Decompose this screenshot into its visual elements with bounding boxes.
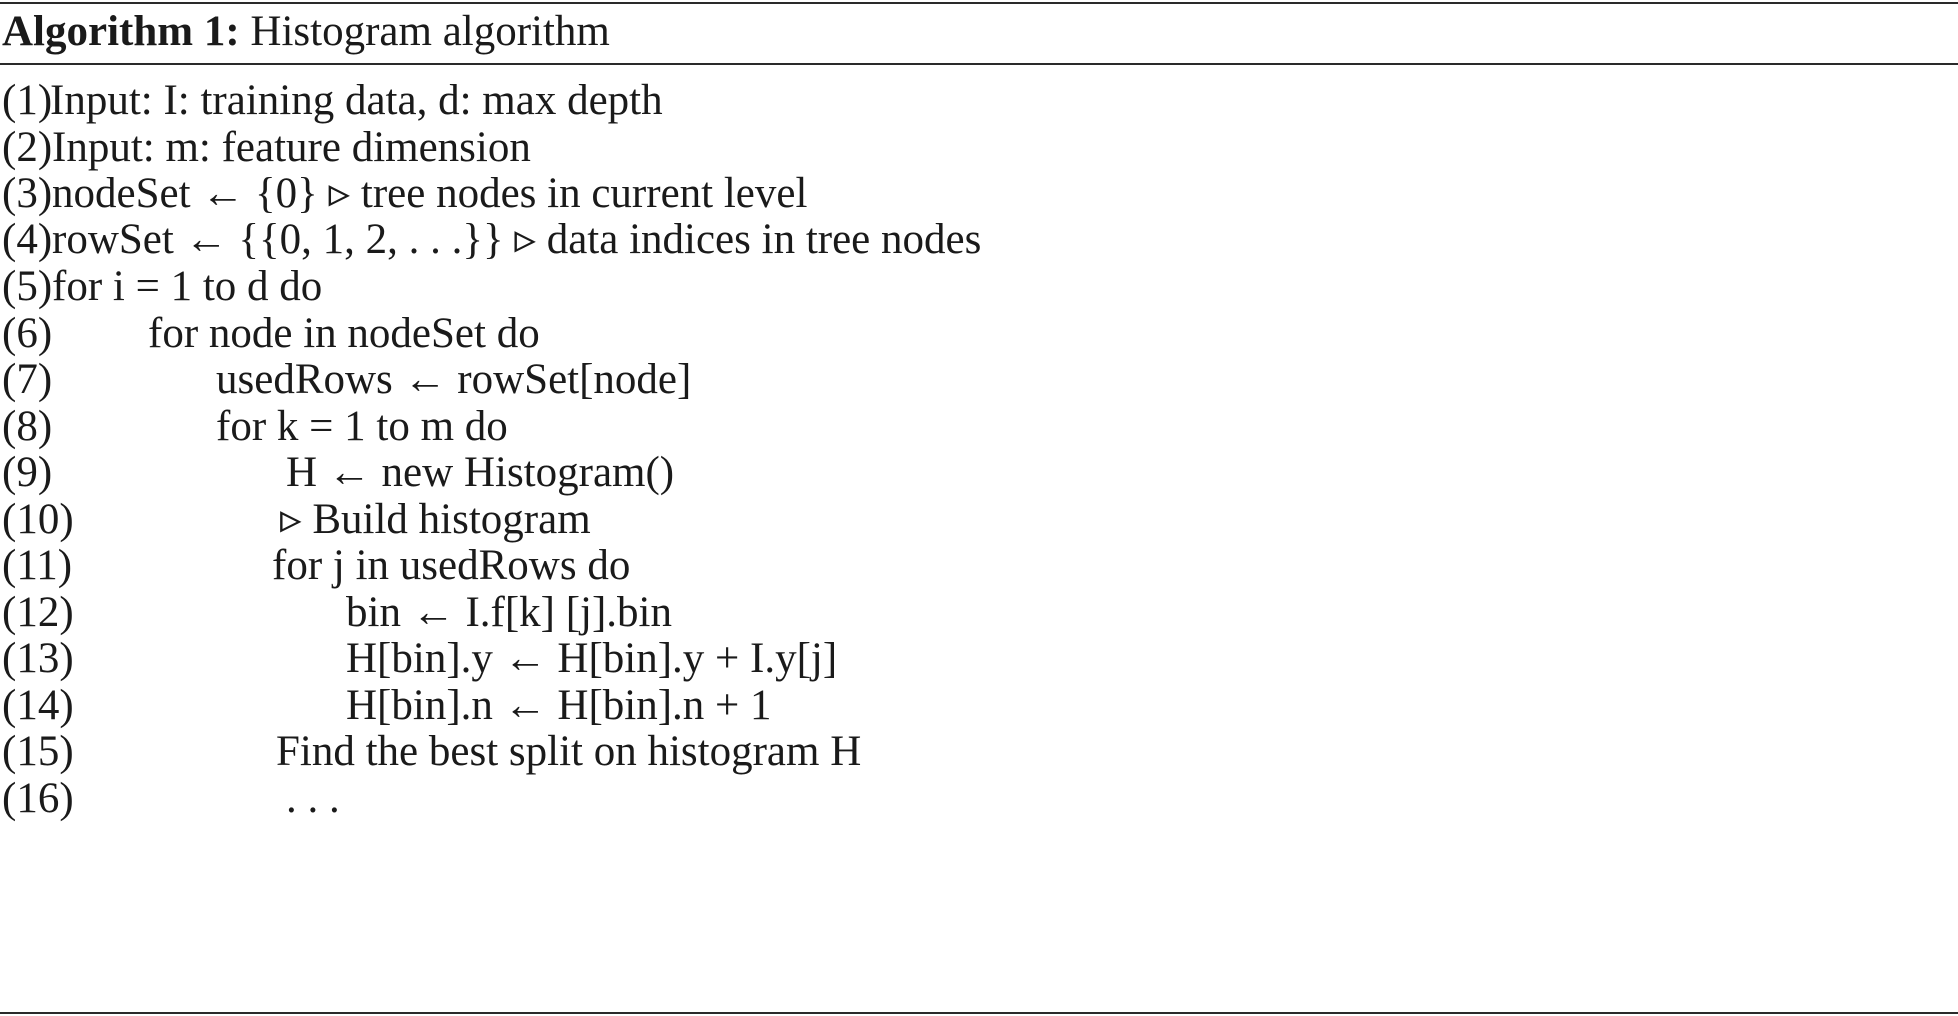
line-number: (3) [2, 170, 53, 217]
line-text: H ← new Histogram() [286, 449, 675, 496]
line-number: (14) [2, 682, 74, 729]
line-text: Input: m: feature dimension [52, 124, 531, 171]
algo-line-12 [2, 588, 673, 638]
line-number: (7) [2, 356, 53, 403]
line-number: (13) [2, 635, 74, 682]
line-text: for node in nodeSet do [148, 310, 540, 357]
line-text: bin ← I.f[k] [j].bin [346, 589, 673, 636]
line-number: (1) [2, 77, 53, 124]
line-number: (4) [2, 216, 53, 263]
line-text: Find the best split on histogram H [276, 728, 862, 775]
line-text: for j in usedRows do [272, 542, 631, 589]
algo-line-4 [2, 215, 982, 265]
line-text: nodeSet ← {0} ▹ tree nodes in current level [52, 170, 808, 217]
algo-line-2 [2, 123, 531, 173]
line-number: (5) [2, 263, 53, 310]
algo-line-1 [2, 76, 663, 126]
algo-line-14 [2, 681, 772, 731]
line-text: H[bin].n ← H[bin].n + 1 [346, 682, 772, 729]
algorithm-label: Algorithm 1: [2, 8, 240, 55]
algorithm-name: Histogram algorithm [250, 8, 610, 55]
line-number: (12) [2, 589, 74, 636]
algo-line-7 [2, 355, 692, 405]
algo-line-6 [2, 309, 540, 359]
line-number: (9) [2, 449, 53, 496]
line-number: (2) [2, 124, 53, 171]
algo-line-9 [2, 448, 675, 498]
algo-line-16 [2, 774, 340, 824]
line-number: (8) [2, 403, 53, 450]
algorithm-title [2, 7, 610, 57]
header-rule [0, 63, 1958, 65]
algo-line-13 [2, 634, 838, 684]
algo-line-3 [2, 169, 808, 219]
algo-line-11 [2, 541, 631, 591]
bottom-rule [0, 1012, 1958, 1014]
line-text: usedRows ← rowSet[node] [216, 356, 692, 403]
line-text: Input: I: training data, d: max depth [50, 77, 663, 124]
line-text: rowSet ← {{0, 1, 2, . . .}} ▹ data indices in tree nodes [52, 216, 982, 263]
line-text: for i = 1 to d do [52, 263, 323, 310]
algo-line-5 [2, 262, 323, 312]
line-text: H[bin].y ← H[bin].y + I.y[j] [346, 635, 838, 682]
line-text: ▹ Build histogram [280, 496, 591, 543]
line-number: (11) [2, 542, 73, 589]
top-rule [0, 2, 1958, 4]
algo-line-10 [2, 495, 591, 545]
line-number: (16) [2, 775, 74, 822]
line-number: (10) [2, 496, 74, 543]
line-number: (15) [2, 728, 74, 775]
line-text: for k = 1 to m do [216, 403, 508, 450]
line-text: . . . [286, 775, 340, 822]
algo-line-8 [2, 402, 508, 452]
algo-line-15 [2, 727, 862, 777]
line-number: (6) [2, 310, 53, 357]
